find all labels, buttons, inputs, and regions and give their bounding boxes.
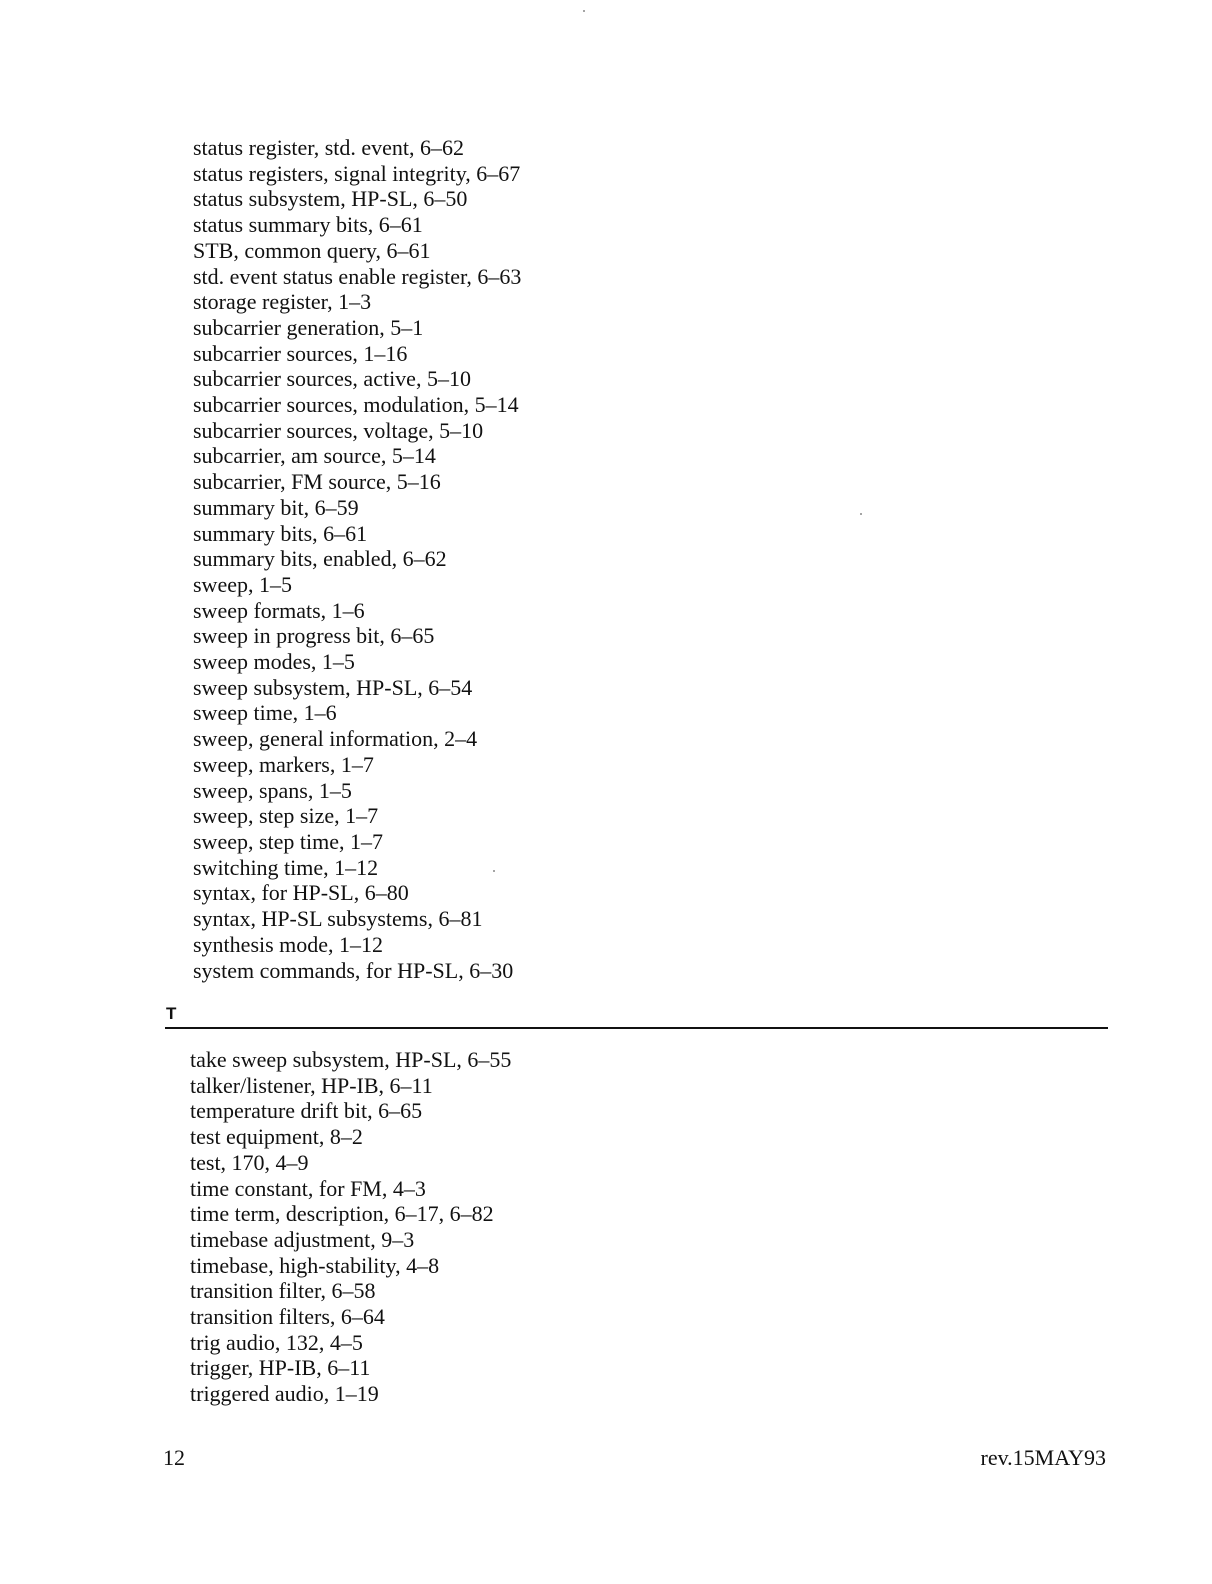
revision-label: rev.15MAY93 <box>980 1445 1106 1470</box>
index-entry: summary bits, enabled, 6–62 <box>193 546 447 572</box>
index-entry: switching time, 1–12 <box>193 854 379 880</box>
index-entry: test equipment, 8–2 <box>190 1124 363 1150</box>
index-entry: sweep formats, 1–6 <box>193 597 365 623</box>
scan-speck <box>493 870 495 872</box>
index-entry: time term, description, 6–17, 6–82 <box>190 1201 494 1227</box>
index-entry: std. event status enable register, 6–63 <box>193 263 522 289</box>
index-entry: subcarrier sources, modulation, 5–14 <box>193 392 519 418</box>
index-entry: trig audio, 132, 4–5 <box>190 1329 363 1355</box>
index-entry: talker/listener, HP-IB, 6–11 <box>190 1072 433 1098</box>
index-entry: synthesis mode, 1–12 <box>193 931 384 957</box>
index-entry: sweep in progress bit, 6–65 <box>193 623 435 649</box>
index-entry: transition filter, 6–58 <box>190 1278 376 1304</box>
index-entry: summary bits, 6–61 <box>193 520 368 546</box>
index-entry: summary bit, 6–59 <box>193 494 359 520</box>
index-entry: subcarrier, am source, 5–14 <box>193 443 436 469</box>
index-entry: STB, common query, 6–61 <box>193 237 431 263</box>
index-entry: subcarrier generation, 5–1 <box>193 314 424 340</box>
index-entry: triggered audio, 1–19 <box>190 1381 379 1407</box>
index-entry: timebase, high-stability, 4–8 <box>190 1252 440 1278</box>
index-entry: time constant, for FM, 4–3 <box>190 1175 426 1201</box>
index-entry: test, 170, 4–9 <box>190 1149 309 1175</box>
index-entry: syntax, for HP-SL, 6–80 <box>193 880 409 906</box>
index-section-t <box>190 1047 511 1407</box>
index-entry: system commands, for HP-SL, 6–30 <box>193 957 514 983</box>
index-entry: storage register, 1–3 <box>193 289 372 315</box>
index-entry: subcarrier sources, 1–16 <box>193 340 408 366</box>
index-entry: transition filters, 6–64 <box>190 1304 385 1330</box>
index-section-s <box>193 135 521 983</box>
index-entry: sweep, step size, 1–7 <box>193 803 379 829</box>
index-entry: sweep time, 1–6 <box>193 700 337 726</box>
index-entry: sweep, step time, 1–7 <box>193 828 384 854</box>
section-divider <box>165 1027 1108 1029</box>
index-entry: status summary bits, 6–61 <box>193 212 423 238</box>
index-entry: sweep, spans, 1–5 <box>193 777 352 803</box>
index-entry: syntax, HP-SL subsystems, 6–81 <box>193 906 483 932</box>
index-entry: sweep, general information, 2–4 <box>193 726 478 752</box>
index-entry: timebase adjustment, 9–3 <box>190 1226 415 1252</box>
index-entry: sweep subsystem, HP-SL, 6–54 <box>193 674 473 700</box>
index-entry: sweep, markers, 1–7 <box>193 751 374 777</box>
index-entry: sweep, 1–5 <box>193 571 292 597</box>
index-entry: status registers, signal integrity, 6–67 <box>193 160 521 186</box>
index-entry: take sweep subsystem, HP-SL, 6–55 <box>190 1047 512 1072</box>
index-entry: sweep modes, 1–5 <box>193 649 355 675</box>
section-heading-t: T <box>166 1004 177 1023</box>
index-entry: subcarrier sources, active, 5–10 <box>193 366 471 392</box>
index-entry: status subsystem, HP-SL, 6–50 <box>193 186 468 212</box>
index-entry: status register, std. event, 6–62 <box>193 135 465 160</box>
index-entry: trigger, HP-IB, 6–11 <box>190 1355 371 1381</box>
scan-speck <box>583 10 585 12</box>
index-entry: subcarrier sources, voltage, 5–10 <box>193 417 484 443</box>
scan-speck <box>860 513 862 515</box>
index-entry: temperature drift bit, 6–65 <box>190 1098 423 1124</box>
page-number: 12 <box>163 1445 185 1470</box>
index-entry: subcarrier, FM source, 5–16 <box>193 469 441 495</box>
